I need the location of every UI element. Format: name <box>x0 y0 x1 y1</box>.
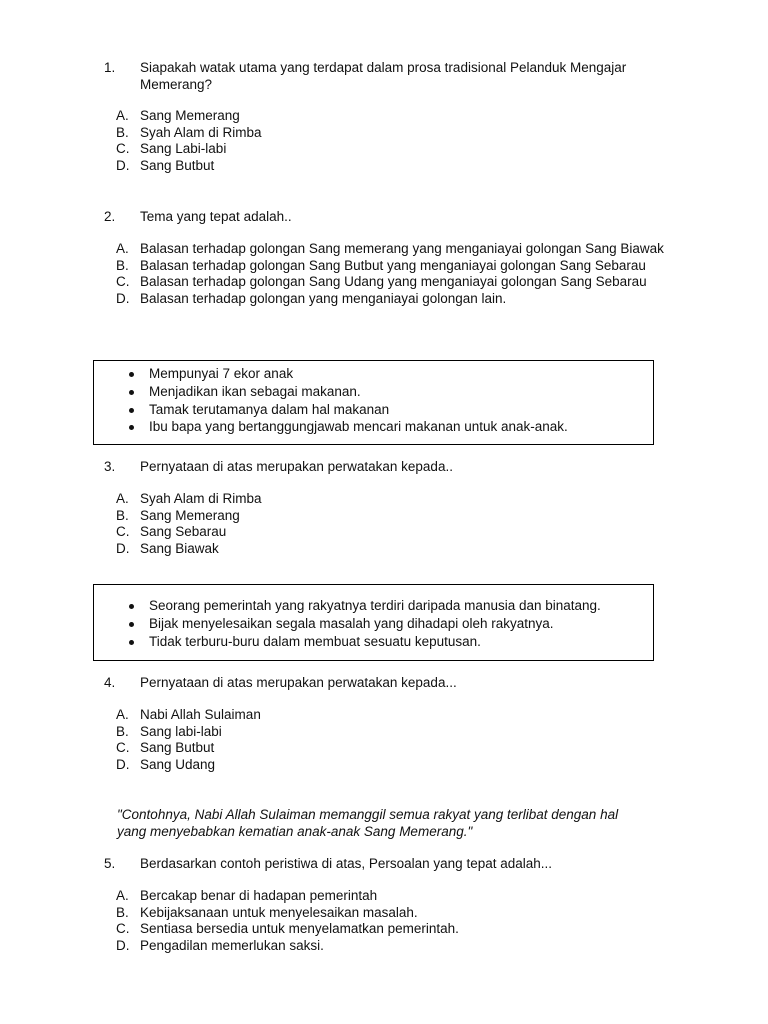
statement-item: Seorang pemerintah yang rakyatnya terdiri daripada manusia dan binatang. <box>94 597 653 615</box>
option-letter: C. <box>116 524 130 540</box>
option-letter: B. <box>116 723 129 739</box>
option-text: Syah Alam di Rimba <box>140 124 262 140</box>
statement-item: Bijak menyelesaikan segala masalah yang dihadapi oleh rakyatnya. <box>94 615 653 633</box>
option-text: Sang labi-labi <box>140 723 222 739</box>
statement-item: Tamak terutamanya dalam hal makanan <box>94 401 653 419</box>
option-letter: C. <box>116 740 130 756</box>
quote-passage: "Contohnya, Nabi Allah Sulaiman memanggil semua rakyat yang terlibat dengan hal yang menyebabkan kematian anak-anak Sang Memerang." <box>117 807 619 839</box>
statement-item: Mempunyai 7 ekor anak <box>94 365 653 383</box>
question-1 <box>0 59 768 175</box>
option-text: Sang Biawak <box>140 541 219 557</box>
option-a[interactable] <box>0 108 768 125</box>
option-text: Sang Udang <box>140 757 216 773</box>
option-text: Balasan terhadap golongan Sang Udang yang menganiayai golongan Sang Sebarau <box>140 274 647 290</box>
option-b[interactable] <box>0 724 768 741</box>
option-letter: A. <box>116 108 129 123</box>
option-d[interactable] <box>0 291 768 308</box>
option-text: Sang Labi-labi <box>140 141 227 157</box>
option-b[interactable] <box>0 258 768 275</box>
option-text: Bercakap benar di hadapan pemerintah <box>140 888 378 903</box>
statement-box-q4 <box>93 584 654 661</box>
option-text: Sang Memerang <box>140 507 240 523</box>
option-letter: C. <box>116 921 130 937</box>
option-b[interactable] <box>0 905 768 922</box>
question-number: 5. <box>104 856 116 871</box>
option-d[interactable] <box>0 938 768 955</box>
option-text: Balasan terhadap golongan Sang Butbut yang menganiayai golongan Sang Sebarau <box>140 257 646 273</box>
option-c[interactable] <box>0 524 768 541</box>
question-text: Pernyataan di atas merupakan perwatakan kepada... <box>140 675 457 690</box>
option-letter: B. <box>116 124 129 140</box>
option-letter: D. <box>116 757 130 773</box>
option-letter: D. <box>116 541 130 557</box>
option-text: Balasan terhadap golongan yang menganiayai golongan lain. <box>140 291 507 307</box>
option-b[interactable] <box>0 508 768 525</box>
question-number: 1. <box>104 60 116 75</box>
option-d[interactable] <box>0 158 768 175</box>
option-text: Sang Sebarau <box>140 524 227 540</box>
option-text: Pengadilan memerlukan saksi. <box>140 938 324 954</box>
option-c[interactable] <box>0 921 768 938</box>
statement-item: Tidak terburu-buru dalam membuat sesuatu keputusan. <box>94 633 653 651</box>
option-b[interactable] <box>0 125 768 142</box>
option-letter: A. <box>116 491 129 506</box>
question-2 <box>0 208 768 308</box>
question-text: Berdasarkan contoh peristiwa di atas, Persoalan yang tepat adalah... <box>140 856 553 871</box>
option-letter: A. <box>116 888 129 903</box>
option-letter: D. <box>116 938 130 954</box>
option-letter: D. <box>116 291 130 307</box>
option-letter: A. <box>116 241 129 256</box>
option-c[interactable] <box>0 141 768 158</box>
question-number: 4. <box>104 675 116 690</box>
option-text: Kebijaksanaan untuk menyelesaikan masalah. <box>140 904 418 920</box>
question-3 <box>0 458 768 558</box>
option-text: Syah Alam di Rimba <box>140 491 262 506</box>
option-letter: B. <box>116 904 129 920</box>
option-letter: C. <box>116 141 130 157</box>
question-text: Pernyataan di atas merupakan perwatakan kepada.. <box>140 459 453 474</box>
option-a[interactable] <box>0 707 768 724</box>
option-text: Nabi Allah Sulaiman <box>140 707 261 722</box>
option-d[interactable] <box>0 757 768 774</box>
option-letter: C. <box>116 274 130 290</box>
statement-item: Menjadikan ikan sebagai makanan. <box>94 383 653 401</box>
option-d[interactable] <box>0 541 768 558</box>
option-a[interactable] <box>0 491 768 508</box>
option-c[interactable] <box>0 274 768 291</box>
option-a[interactable] <box>0 241 768 258</box>
option-a[interactable] <box>0 888 768 905</box>
option-text: Sang Memerang <box>140 108 240 123</box>
question-text: Tema yang tepat adalah.. <box>140 209 292 224</box>
statement-box-q3 <box>93 360 654 445</box>
question-5 <box>0 855 768 955</box>
option-text: Sentiasa bersedia untuk menyelamatkan pemerintah. <box>140 921 459 937</box>
option-letter: B. <box>116 257 129 273</box>
option-text: Sang Butbut <box>140 740 215 756</box>
option-letter: A. <box>116 707 129 722</box>
question-4 <box>0 674 768 774</box>
option-text: Balasan terhadap golongan Sang memerang yang menganiayai golongan Sang Biawak <box>140 241 664 256</box>
option-letter: B. <box>116 507 129 523</box>
question-text: Siapakah watak utama yang terdapat dalam prosa tradisional Pelanduk Mengajar Memerang? <box>140 60 627 92</box>
question-number: 2. <box>104 209 116 224</box>
option-c[interactable] <box>0 740 768 757</box>
option-text: Sang Butbut <box>140 158 215 174</box>
statement-item: Ibu bapa yang bertanggungjawab mencari makanan untuk anak-anak. <box>94 418 653 436</box>
option-letter: D. <box>116 158 130 174</box>
question-number: 3. <box>104 459 116 474</box>
